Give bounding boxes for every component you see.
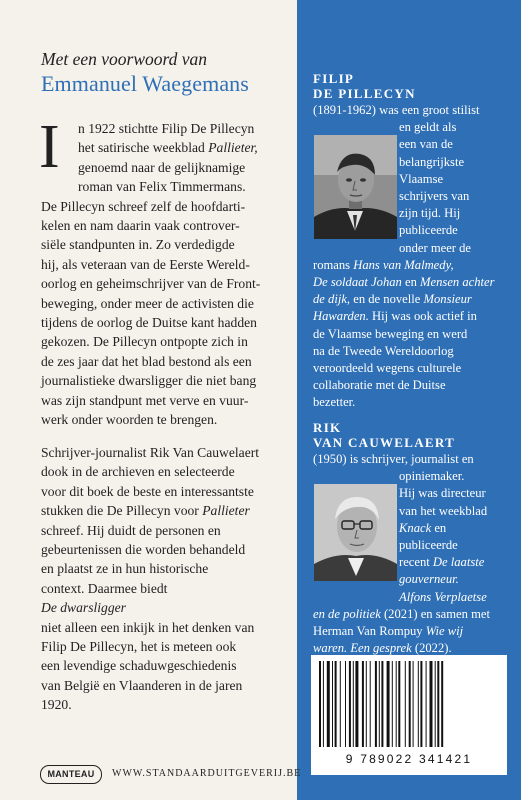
- text-line: [41, 598, 259, 617]
- barcode-bar: [426, 661, 427, 747]
- barcode-bar: [396, 661, 397, 747]
- publisher-logo: MANTEAU: [40, 765, 102, 784]
- text-line: Filip De Pillecyn, het is meteen ook: [41, 639, 237, 655]
- barcode-bar: [345, 661, 346, 747]
- text-line: niet alleen een inkijk in het denken van: [41, 619, 255, 635]
- text-line: de Vlaamse beweging en werd: [313, 326, 468, 341]
- barcode-bar: [332, 661, 333, 747]
- author2-name: RIK VAN CAUWELAERT: [313, 420, 456, 450]
- text-line: de zes jaar dat het blad bestond als een: [41, 353, 252, 369]
- foreword-author: Emmanuel Waegemans: [41, 71, 249, 96]
- title-italic: De laatste: [432, 555, 485, 570]
- title-italic: Alfons Verplaetse: [399, 589, 487, 604]
- text-line: een van de: [399, 137, 453, 152]
- barcode-bar: [366, 661, 367, 747]
- barcode-bar: [405, 661, 406, 747]
- text-line: het satirische weekblad Pallieter,: [78, 140, 258, 156]
- text-line: [313, 589, 490, 606]
- text-line: recent De laatste: [399, 555, 485, 570]
- text-line: Schrijver-journalist Rik Van Cauwelaert: [41, 445, 260, 460]
- title-italic: gouverneur.: [399, 572, 459, 587]
- text-line: na de Tweede Wereldoorlog: [313, 343, 454, 358]
- barcode-bar: [392, 661, 393, 747]
- description-paragraph-2: [41, 443, 259, 715]
- barcode-bar: [319, 661, 321, 747]
- title-italic: De dwarsligger: [41, 600, 126, 616]
- text-line: [313, 571, 490, 588]
- text-line: en de politiek (2021) en samen met: [313, 606, 490, 621]
- text-line: Herman Van Rompuy Wie wij: [313, 624, 464, 639]
- description-paragraph-1: [41, 119, 260, 430]
- text-line: beweging, onder meer de activisten die: [41, 295, 254, 311]
- text-line: n 1922 stichtte Filip De Pillecyn: [78, 121, 255, 136]
- barcode-bar: [335, 661, 337, 747]
- barcode-bar: [418, 661, 419, 747]
- text-line: Vlaamse: [399, 171, 444, 186]
- drop-cap: I: [39, 113, 60, 181]
- barcode-bar: [349, 661, 351, 747]
- barcode-bar: [323, 661, 324, 747]
- barcode-bar: [327, 661, 330, 747]
- text-line: bezetter.: [313, 395, 356, 410]
- text-line: gekozen. De Pillecyn ontpopte zich in: [41, 334, 248, 350]
- isbn-number: 9 789022 341421: [345, 752, 473, 766]
- title-italic: Pallieter: [202, 503, 250, 519]
- text-line: tijdens de oorlog de Duitse kant hadden: [41, 315, 257, 331]
- publisher-website: WWW.STANDAARDUITGEVERIJ.BE: [112, 768, 302, 779]
- text-line: hij, als veteraan van de Eerste Wereld-: [41, 256, 250, 272]
- text-line: schreef. Hij duidt de personen en: [41, 522, 221, 538]
- text-line: onder meer de: [399, 240, 472, 255]
- barcode: [311, 655, 507, 775]
- text-line: veroordeeld wegens culturele: [313, 361, 462, 376]
- text-line: was zijn standpunt met verve en vuur-: [41, 392, 249, 408]
- text-line: de dijk, en de novelle Monsieur: [313, 292, 472, 307]
- text-line: schrijvers van: [399, 189, 470, 204]
- title-italic: Hans van Malmedy,: [353, 257, 454, 272]
- title-italic: Hawarden.: [313, 309, 369, 324]
- barcode-bars: [311, 655, 507, 751]
- text-line: oorlog en geheimschrijver van de Front-: [41, 276, 261, 292]
- text-line: en plaatst ze in hun historische: [41, 561, 209, 577]
- title-italic: de dijk,: [313, 292, 351, 307]
- barcode-bar: [437, 661, 439, 747]
- barcode-bar: [355, 661, 358, 747]
- barcode-bar: [375, 661, 377, 747]
- title-italic: Knack: [399, 520, 432, 535]
- author2-bio: [313, 451, 490, 657]
- text-line: publiceerde: [399, 538, 458, 553]
- text-line: gebeurtenissen die worden behandeld: [41, 542, 246, 558]
- text-line: werk onder woorden te brengen.: [41, 412, 218, 428]
- barcode-bar: [379, 661, 380, 747]
- text-line: genoemd naar de gelijknamige: [78, 159, 246, 175]
- text-line: De Pillecyn schreef zelf de hoofdarti-: [41, 198, 246, 214]
- text-line: Hij was directeur: [399, 486, 486, 501]
- text-line: Hawarden. Hij was ook actief in: [313, 309, 477, 324]
- barcode-bar: [398, 661, 400, 747]
- text-line: van het weekblad: [399, 503, 488, 518]
- text-line: en geldt als: [399, 120, 457, 135]
- title-italic: en de politiek: [313, 606, 381, 621]
- text-line: (1891-1962) was een groot stilist: [313, 103, 480, 117]
- text-line: belangrijkste: [399, 154, 465, 169]
- barcode-bar: [387, 661, 390, 747]
- text-line: dook in de archieven en selecteerde: [41, 464, 235, 480]
- text-line: journalistieke dwarsligger die niet bang: [41, 373, 257, 389]
- barcode-bar: [413, 661, 414, 747]
- title-italic: Mensen achter: [420, 275, 495, 290]
- barcode-bar: [340, 661, 341, 747]
- barcode-bar: [409, 661, 411, 747]
- text-line: stukken die De Pillecyn voor Pallieter: [41, 503, 250, 519]
- text-line: (1950) is schrijver, journalist en: [313, 452, 474, 466]
- text-line: 1920.: [41, 697, 72, 713]
- text-line: De soldaat Johan en Mensen achter: [313, 275, 495, 290]
- text-line: collaboratie met de Duitse: [313, 378, 446, 393]
- text-line: kelen en nam daarin vaak controver-: [41, 218, 240, 234]
- text-line: voor dit boek de beste en interessantste: [41, 483, 254, 499]
- barcode-bar: [435, 661, 436, 747]
- barcode-bar: [430, 661, 433, 747]
- text-line: waren. Een gesprek (2022).: [313, 641, 452, 656]
- text-line: zijn tijd. Hij: [399, 206, 461, 221]
- title-italic: De soldaat Johan: [313, 275, 402, 290]
- title-italic: Monsieur: [423, 292, 472, 307]
- author1-name: FILIP DE PILLECYN: [313, 71, 416, 101]
- text-line: van België en Vlaanderen in de jaren: [41, 677, 243, 693]
- text-line: Knack en: [399, 520, 447, 535]
- text-line: romans Hans van Malmedy,: [313, 257, 454, 272]
- barcode-bar: [362, 661, 364, 747]
- title-italic: Wie wij: [425, 624, 464, 639]
- text-line: publiceerde: [399, 223, 458, 238]
- barcode-bar: [381, 661, 383, 747]
- text-line: opiniemaker.: [399, 469, 465, 484]
- title-italic: Pallieter,: [208, 140, 258, 156]
- barcode-bar: [353, 661, 354, 747]
- barcode-bar: [441, 661, 443, 747]
- text-line: roman van Felix Timmermans.: [78, 179, 246, 195]
- text-line: siële standpunten in. Zo verdedigde: [41, 237, 235, 253]
- barcode-bar: [420, 661, 422, 747]
- text-line: een levendige schaduwgeschiedenis: [41, 658, 237, 674]
- text-line: context. Daarmee biedt: [41, 580, 168, 596]
- author1-bio: [313, 102, 495, 412]
- barcode-bar: [370, 661, 371, 747]
- foreword-intro: Met een voorwoord van: [41, 49, 208, 69]
- title-italic: waren. Een gesprek: [313, 641, 412, 656]
